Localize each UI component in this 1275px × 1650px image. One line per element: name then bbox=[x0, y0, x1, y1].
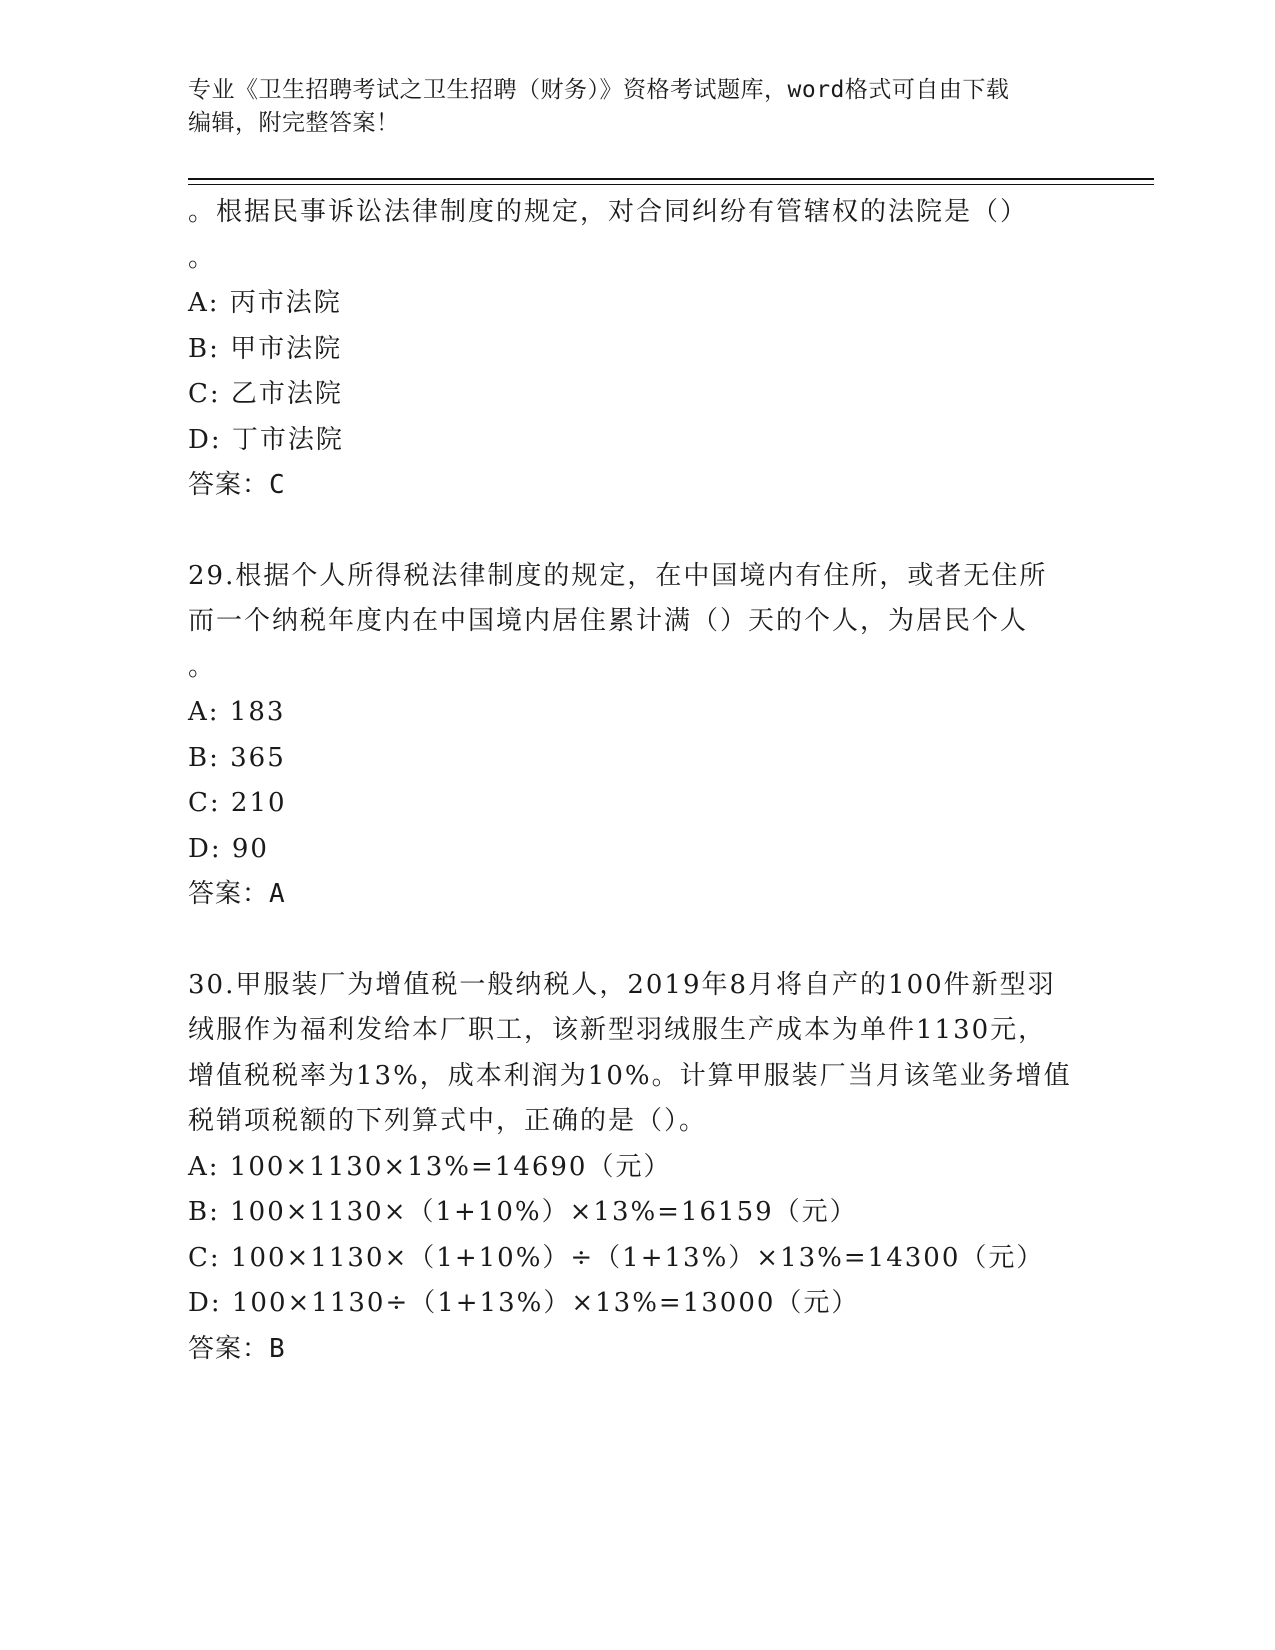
question-stem: 。 bbox=[188, 651, 217, 682]
header-divider bbox=[188, 178, 1154, 180]
question-stem: 税销项税额的下列算式中，正确的是（）。 bbox=[188, 1106, 708, 1136]
question-stem: 30.甲服装厂为增值税一般纳税人，2019年8月将自产的100件新型羽 bbox=[188, 969, 1056, 1000]
answer-line: 答案：B bbox=[188, 1333, 286, 1364]
question-block bbox=[188, 963, 1088, 1373]
question-stem: 增值税税率为13%，成本利润为10%。计算甲服装厂当月该笔业务增值 bbox=[188, 1060, 1072, 1091]
question-stem: 。 bbox=[188, 242, 217, 273]
option-c: C: 210 bbox=[188, 788, 287, 818]
option-d: D: 100×1130÷（1+13%）×13%=13000（元） bbox=[188, 1288, 860, 1318]
question-block bbox=[188, 190, 1088, 509]
question-stem: 29.根据个人所得税法律制度的规定，在中国境内有住所，或者无住所 bbox=[188, 560, 1048, 591]
spacer bbox=[188, 509, 1088, 554]
question-stem: 而一个纳税年度内在中国境内居住累计满（）天的个人，为居民个人 bbox=[188, 606, 1029, 636]
answer-line: 答案：A bbox=[188, 879, 286, 909]
header-line: 编辑，附完整答案！ bbox=[188, 110, 400, 136]
question-stem: 。根据民事诉讼法律制度的规定，对合同纠纷有管辖权的法院是（） bbox=[188, 197, 1029, 227]
question-block bbox=[188, 554, 1088, 918]
document-header bbox=[188, 74, 1088, 140]
option-a: A: 丙市法院 bbox=[188, 288, 342, 318]
option-b: B: 365 bbox=[188, 742, 286, 773]
option-a: A: 183 bbox=[188, 697, 286, 727]
option-c: C: 乙市法院 bbox=[188, 379, 343, 409]
option-b: B: 100×1130×（1+10%）×13%=16159（元） bbox=[188, 1197, 858, 1227]
spacer bbox=[188, 918, 1088, 963]
header-line: 专业《卫生招聘考试之卫生招聘（财务）》资格考试题库，word格式可自由下载 bbox=[188, 77, 1010, 103]
option-c: C: 100×1130×（1+10%）÷（1+13%）×13%=14300（元） bbox=[188, 1242, 1045, 1273]
header-divider bbox=[188, 184, 1154, 185]
answer-line: 答案：C bbox=[188, 470, 286, 500]
option-d: D: 90 bbox=[188, 833, 269, 864]
option-d: D: 丁市法院 bbox=[188, 424, 344, 455]
option-a: A: 100×1130×13%=14690（元） bbox=[188, 1151, 672, 1182]
question-stem: 绒服作为福利发给本厂职工，该新型羽绒服生产成本为单件1130元， bbox=[188, 1015, 1047, 1045]
option-b: B: 甲市法院 bbox=[188, 333, 343, 364]
question-list bbox=[188, 190, 1088, 1372]
